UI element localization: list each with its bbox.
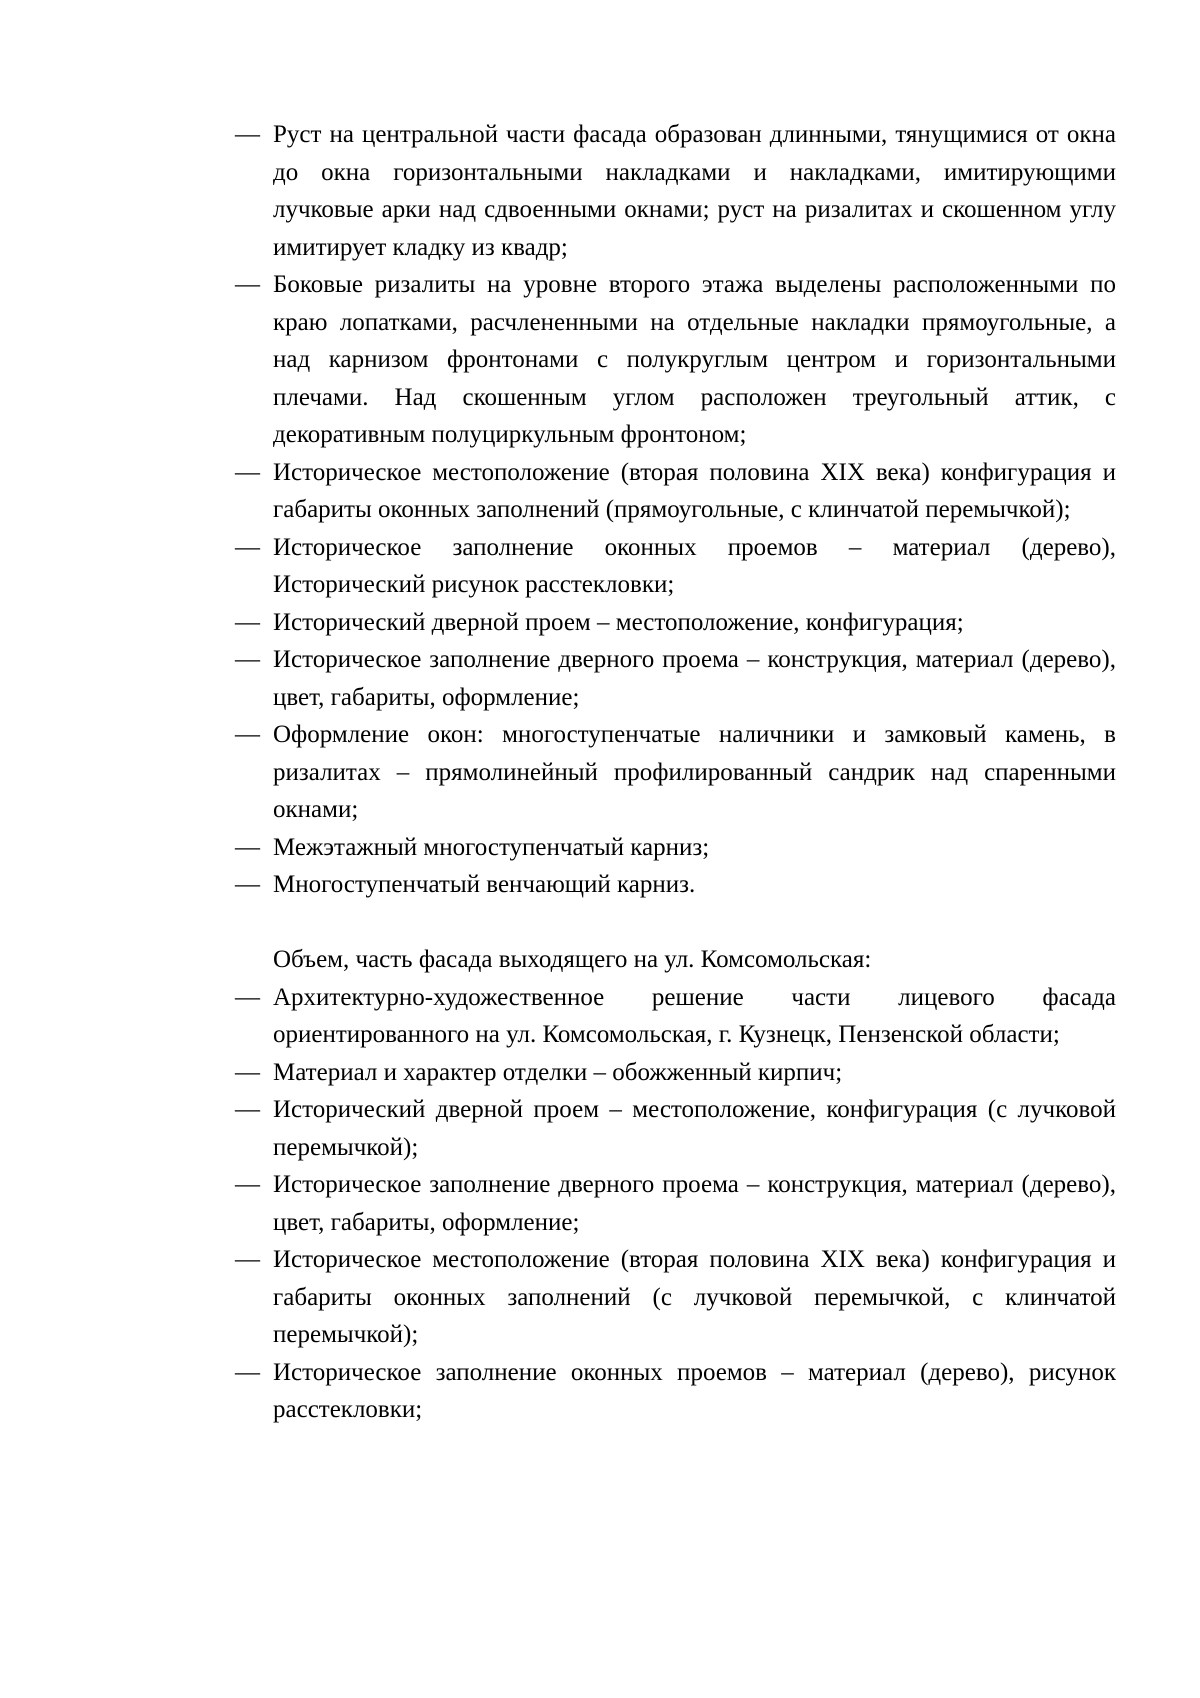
list-item-text: Многоступенчатый венчающий карниз. — [273, 871, 696, 898]
list-item-text: Историческое местоположение (вторая половина XIX века) конфигурация и габариты оконных заполнений (прямоугольные, с клинчатой перемычкой); — [273, 458, 1116, 523]
section-heading: Объем, часть фасада выходящего на ул. Комсомольская: — [273, 946, 872, 973]
list-dash: — — [235, 271, 260, 298]
list-item-text: Исторический дверной проем – местоположение, конфигурация (с лучковой перемычкой); — [273, 1096, 1116, 1161]
list-dash: — — [235, 871, 260, 898]
list-item-text: Боковые ризалиты на уровне второго этажа выделены расположенными по краю лопатками, расчлененными на отдельные накладки прямоугольные, а над карнизом фронтонами с полукруглым центром и горизонтальными плечами. Над скошенным углом расположен треугольный аттик, с декоративным полуциркульным фронтоном; — [273, 271, 1116, 448]
list-dash: — — [235, 608, 260, 636]
list-item — [235, 829, 1116, 867]
list-dash: — — [235, 1058, 260, 1086]
list-dash: — — [235, 1358, 260, 1386]
list-item-text: Историческое заполнение дверного проема – конструкция, материал (дерево), цвет, габариты, оформление; — [273, 646, 1116, 711]
list-dash: — — [235, 721, 260, 748]
list-item — [235, 604, 1116, 642]
list-dash: — — [235, 533, 260, 561]
list-item — [235, 1241, 1116, 1354]
list-item — [235, 1166, 1116, 1241]
list-item-text: Руст на центральной части фасада образован длинными, тянущимися от окна до окна горизонтальными накладками и накладками, имитирующими лучковые арки над сдвоенными окнами; руст на ризалитах и скошенном углу имитирует кладку из квадр; — [273, 121, 1116, 261]
list-item — [235, 1054, 1116, 1092]
paragraph-gap — [235, 904, 1116, 942]
list-dash: — — [235, 983, 260, 1011]
list-item — [235, 266, 1116, 454]
list-item-text: Материал и характер отделки – обожженный кирпич; — [273, 1058, 843, 1086]
list-item — [235, 529, 1116, 604]
list-item — [235, 116, 1116, 266]
list-item-text: Архитектурно-художественное решение части лицевого фасада ориентированного на ул. Комсомольская, г. Кузнецк, Пензенской области; — [273, 983, 1116, 1048]
list-item-text: Историческое местоположение (вторая половина XIX века) конфигурация и габариты оконных заполнений (с лучковой перемычкой, с клинчатой перемычкой); — [273, 1246, 1116, 1348]
list-item — [235, 641, 1116, 716]
list-item — [235, 866, 1116, 904]
document-body — [235, 116, 1116, 1429]
list-item — [235, 454, 1116, 529]
list-item-text: Межэтажный многоступенчатый карниз; — [273, 833, 710, 861]
list-item-text: Историческое заполнение оконных проемов – материал (дерево), рисунок расстекловки; — [273, 1358, 1116, 1423]
list-item-text: Историческое заполнение оконных проемов – материал (дерево), Исторический рисунок расстекловки; — [273, 533, 1116, 598]
komsomolskaya-facade-list — [235, 979, 1116, 1429]
list-dash: — — [235, 833, 260, 861]
list-item — [235, 716, 1116, 829]
list-dash: — — [235, 458, 260, 486]
list-dash: — — [235, 121, 260, 148]
list-dash: — — [235, 1171, 260, 1198]
list-dash: — — [235, 646, 260, 673]
list-item — [235, 1354, 1116, 1429]
list-item — [235, 1091, 1116, 1166]
list-item-text: Оформление окон: многоступенчатые наличники и замковый камень, в ризалитах – прямолинейный профилированный сандрик над спаренными окнами; — [273, 721, 1116, 823]
list-item-text: Исторический дверной проем – местоположение, конфигурация; — [273, 608, 964, 636]
list-dash: — — [235, 1096, 260, 1123]
facade-elements-list — [235, 116, 1116, 904]
list-item-text: Историческое заполнение дверного проема – конструкция, материал (дерево), цвет, габариты, оформление; — [273, 1171, 1116, 1236]
list-item — [235, 979, 1116, 1054]
list-dash: — — [235, 1246, 260, 1273]
